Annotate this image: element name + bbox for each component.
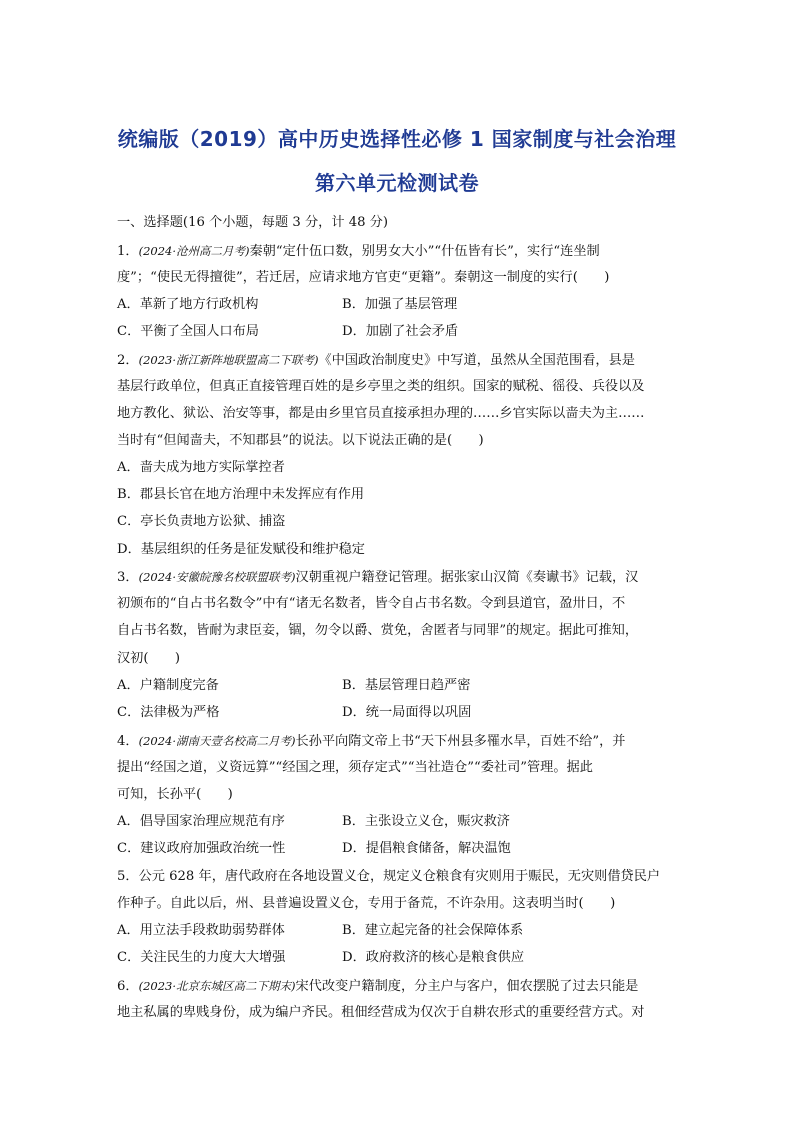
question-5-line-2: 作种子。自此以后，州、县普遍设置义仓，专用于备荒，不许杂用。这表明当时( ) — [117, 896, 616, 911]
question-5-option-c[interactable]: C．关注民生的力度大大增强 — [117, 950, 286, 965]
question-4-option-d[interactable]: D．提倡粮食储备，解决温饱 — [342, 841, 511, 856]
question-3-line-1 — [117, 567, 683, 588]
question-5-option-b[interactable]: B．建立起完备的社会保障体系 — [342, 923, 524, 938]
question-4-line-3: 可知，长孙平( ) — [117, 787, 233, 802]
question-2-line-3: 地方教化、狱讼、治安等事，都是由乡里官员直接承担办理的……乡官实际以啬夫为主…… — [117, 406, 645, 421]
question-text: 秦朝“定什伍口数，别男女大小”“什伍皆有长”，实行“连坐制 — [249, 244, 600, 259]
question-source: (2024·湖南天壹名校高二月考) — [138, 734, 296, 748]
question-1-option-a[interactable]: A．革新了地方行政机构 — [117, 297, 259, 312]
question-number: 6． — [117, 979, 139, 994]
question-4-line-2: 提出“经国之道，义资远算”“经国之理，须存定式”“当社造仓”“委社司”管理。据此 — [117, 760, 593, 775]
question-2-line-1 — [117, 350, 683, 371]
question-6-line-2: 地主私属的卑贱身份，成为编户齐民。租佃经营成为仅次于自耕农形式的重要经营方式。对 — [117, 1005, 645, 1020]
question-text: 公元 628 年，唐代政府在各地设置义仓，规定义仓粮食有灾则用于赈民，无灾则借贷民户 — [138, 869, 661, 884]
question-1-line-2: 度”；“使民无得擅徙”，若迁居，应请求地方官吏“更籍”。秦朝这一制度的实行( ) — [117, 270, 610, 285]
question-2-line-4: 当时有“但闻啬夫，不知郡县”的说法。以下说法正确的是( ) — [117, 433, 484, 448]
question-1-line-1 — [117, 241, 683, 262]
question-3-option-d[interactable]: D．统一局面得以巩固 — [342, 705, 472, 720]
question-4-option-c[interactable]: C．建议政府加强政治统一性 — [117, 841, 286, 856]
question-number: 3． — [117, 570, 139, 585]
question-3-option-a[interactable]: A．户籍制度完备 — [117, 678, 219, 693]
question-1-option-b[interactable]: B．加强了基层管理 — [342, 297, 458, 312]
question-3-line-3: 自占书名数，皆耐为隶臣妾，锢，勿令以爵、赏免，舍匿者与同罪”的规定。据此可推知， — [117, 623, 639, 638]
question-number: 1． — [117, 244, 139, 259]
question-3-line-4: 汉初( ) — [117, 651, 181, 666]
question-6-line-1 — [117, 976, 683, 997]
question-text: 长孙平向隋文帝上书“天下州县多罹水旱，百姓不给”，并 — [295, 734, 626, 749]
question-1-option-d[interactable]: D．加剧了社会矛盾 — [342, 324, 459, 339]
question-5-option-d[interactable]: D．政府救济的核心是粮食供应 — [342, 950, 525, 965]
question-2-option-a[interactable]: A．啬夫成为地方实际掌控者 — [117, 460, 285, 475]
section-heading: 一、选择题(16 个小题，每题 3 分，计 48 分) — [117, 215, 389, 230]
question-5-line-1 — [117, 867, 683, 887]
document-title-line1: 统编版（2019）高中历史选择性必修 1 国家制度与社会治理 — [117, 127, 677, 151]
question-text: 《中国政治制度史》中写道，虽然从全国范围看，县是 — [318, 353, 635, 368]
question-2-option-d[interactable]: D．基层组织的任务是征发赋役和维护稳定 — [117, 542, 365, 557]
question-4-option-b[interactable]: B．主张设立义仓，赈灾救济 — [342, 814, 510, 829]
question-2-option-b[interactable]: B．郡县长官在地方治理中未发挥应有作用 — [117, 487, 365, 502]
question-1-option-c[interactable]: C．平衡了全国人口布局 — [117, 324, 259, 339]
question-number: 2． — [117, 353, 139, 368]
question-number: 4． — [117, 734, 139, 749]
question-2-line-2: 基层行政单位，但真正直接管理百姓的是乡亭里之类的组织。国家的赋税、徭役、兵役以及 — [117, 379, 645, 394]
document-title-line2: 第六单元检测试卷 — [315, 171, 479, 195]
question-text: 宋代改变户籍制度，分主户与客户，佃农摆脱了过去只能是 — [295, 979, 639, 994]
question-4-line-1 — [117, 731, 683, 752]
question-2-option-c[interactable]: C．亭长负责地方讼狱、捕盗 — [117, 514, 286, 529]
question-3-option-b[interactable]: B．基层管理日趋严密 — [342, 678, 471, 693]
question-text: 汉朝重视户籍登记管理。据张家山汉简《奏谳书》记载，汉 — [295, 570, 639, 585]
question-3-line-2: 初颁布的“自占书名数令”中有“诸无名数者，皆令自占书名数。令到县道官，盈卅日，不 — [117, 596, 626, 611]
question-source: (2024·沧州高二月考) — [138, 244, 250, 258]
question-4-option-a[interactable]: A．倡导国家治理应规范有序 — [117, 814, 285, 829]
question-source: (2023·北京东城区高二下期末) — [138, 979, 296, 993]
question-3-option-c[interactable]: C．法律极为严格 — [117, 705, 220, 720]
question-number: 5． — [117, 869, 139, 884]
question-source: (2024·安徽皖豫名校联盟联考) — [138, 570, 296, 584]
question-source: (2023·浙江新阵地联盟高二下联考) — [138, 353, 319, 367]
question-5-option-a[interactable]: A．用立法手段救助弱势群体 — [117, 923, 285, 938]
